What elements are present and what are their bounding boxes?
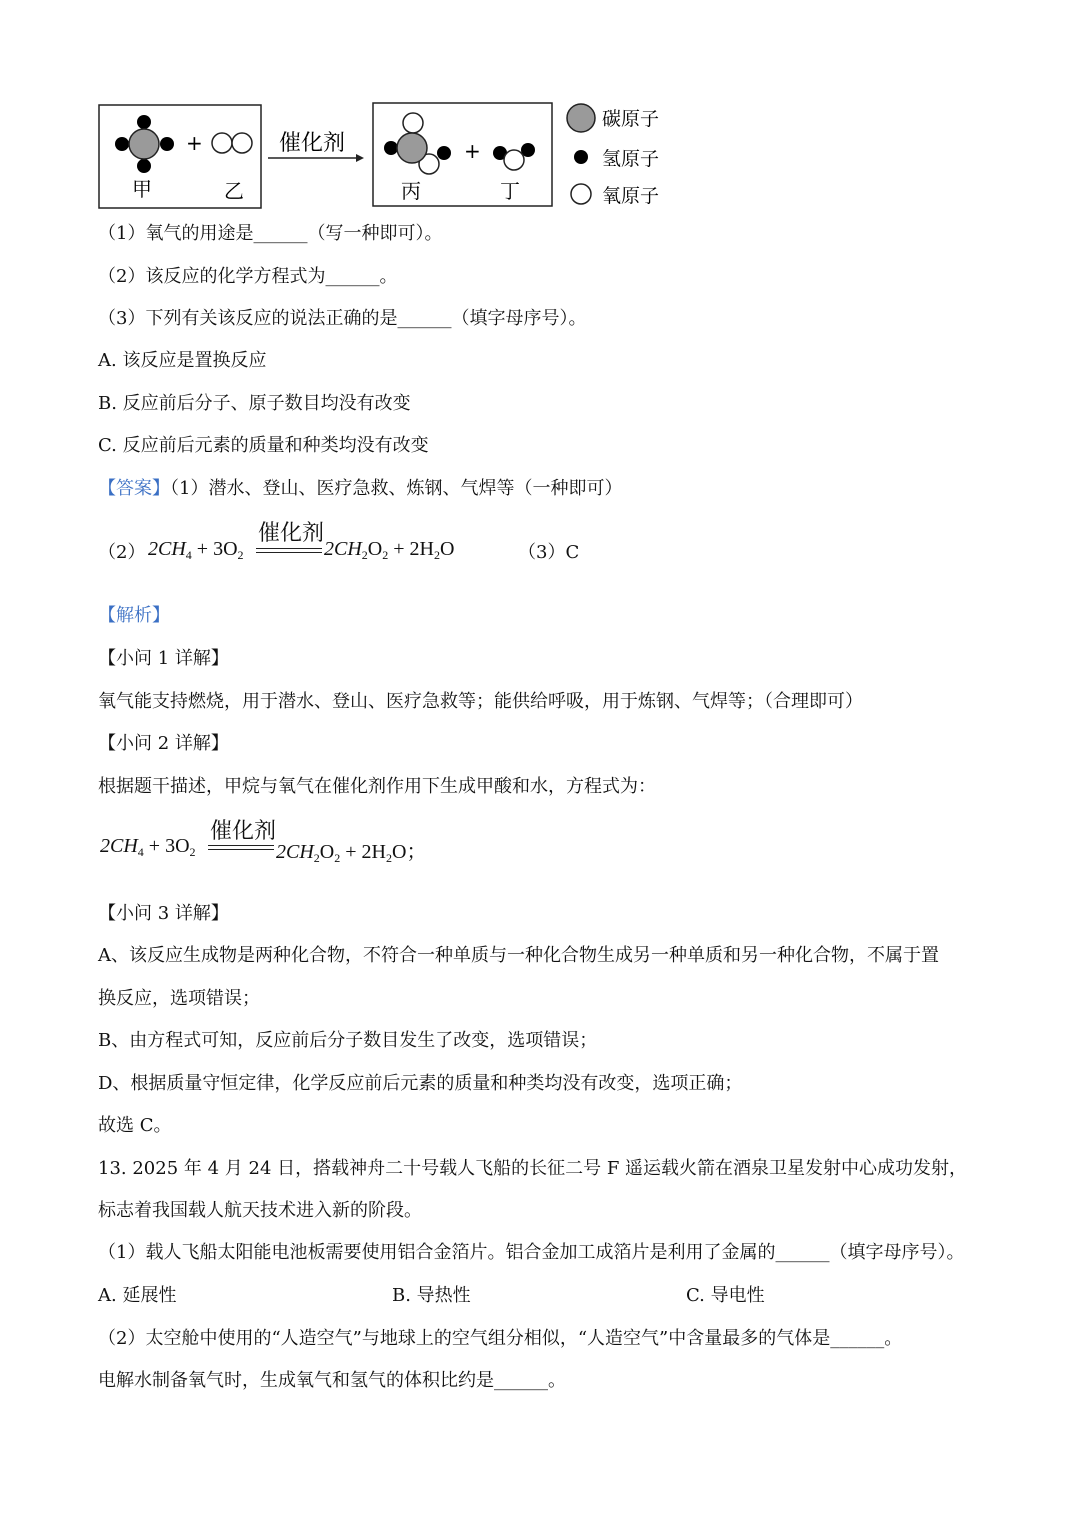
legend-carbon: 碳原子: [602, 108, 660, 130]
hydrogen-atom: [137, 159, 151, 173]
hydrogen-atom: [384, 141, 398, 155]
question-2: （2）该反应的化学方程式为______。: [98, 266, 398, 287]
q13-sub2-line1: （2）太空舱中使用的“人造空气”与地球上的空气组分相似，“人造空气”中含量最多的气体是______。: [98, 1328, 903, 1349]
answer-tag: 【答案】: [98, 478, 170, 499]
q13-option-a: A. 延展性: [98, 1285, 177, 1306]
label-ding: 丁: [500, 179, 520, 203]
sub3-b: B、由方程式可知，反应前后分子数目发生了改变，选项错误；: [98, 1030, 598, 1051]
equals-line-bottom: [208, 849, 274, 850]
equals-line-top: [256, 548, 322, 549]
oxygen-atom: [504, 150, 524, 170]
legend-oxygen: 氧原子: [602, 185, 660, 207]
answer-equation-right: $2CH_2O_2 + 2H_2O$: [324, 538, 455, 562]
answer-1: （1）潜水、登山、医疗急救、炼钢、气焊等（一种即可）: [170, 478, 623, 499]
analysis-tag: 【解析】: [98, 605, 170, 626]
sub1-text: 氧气能支持燃烧，用于潜水、登山、医疗急救等；能供给呼吸，用于炼钢、气焊等；（合理即可）: [98, 691, 863, 712]
q13-line1: 13. 2025 年 4 月 24 日，搭载神舟二十号载人飞船的长征二号 F 遥运载火箭在酒泉卫星发射中心成功发射，: [98, 1158, 968, 1179]
hydrogen-atom: [437, 146, 451, 160]
hydrogen-atom: [115, 137, 129, 151]
answer-3: （3）C: [518, 542, 580, 563]
sub3-conclusion: 故选 C。: [98, 1115, 172, 1136]
equals-line-bottom: [256, 552, 322, 553]
label-yi: 乙: [224, 179, 244, 203]
answer-equation-left: $2CH_4 + 3O_2$: [148, 538, 244, 562]
sub3-title: 【小问 3 详解】: [98, 903, 229, 924]
label-jia: 甲: [132, 177, 152, 201]
question-1: （1）氧气的用途是______（写一种即可）。: [98, 223, 443, 244]
catalyst-label: 催化剂: [279, 131, 346, 156]
sub1-title: 【小问 1 详解】: [98, 648, 229, 669]
plus-sign: +: [464, 139, 481, 163]
label-bing: 丙: [401, 179, 421, 203]
hydrogen-atom: [137, 115, 151, 129]
legend-oxygen-icon: [571, 184, 591, 204]
option-c: C. 反应前后元素的质量和种类均没有改变: [98, 435, 429, 456]
legend-carbon-icon: [567, 104, 595, 132]
legend-hydrogen: 氢原子: [602, 148, 660, 170]
legend-hydrogen-icon: [574, 150, 588, 164]
oxygen-atom: [212, 133, 232, 153]
oxygen-atom: [403, 113, 423, 133]
equals-line-top: [208, 845, 274, 846]
q13-sub1: （1）载人飞船太阳能电池板需要使用铝合金箔片。铝合金加工成箔片是利用了金属的______（填字母序号）。: [98, 1242, 965, 1263]
option-a: A. 该反应是置换反应: [98, 350, 267, 371]
carbon-atom: [397, 133, 427, 163]
plus-sign: +: [186, 131, 203, 155]
q13-option-b: B. 导热性: [392, 1285, 471, 1306]
answer-2-prefix: （2）: [98, 542, 146, 563]
sub2-text: 根据题干描述，甲烷与氧气在催化剂作用下生成甲酸和水，方程式为：: [98, 776, 656, 797]
q13-line2: 标志着我国载人航天技术进入新的阶段。: [98, 1200, 422, 1221]
hydrogen-atom: [160, 137, 174, 151]
carbon-atom: [129, 129, 159, 159]
option-b: B. 反应前后分子、原子数目均没有改变: [98, 393, 411, 414]
sub3-d: D、根据质量守恒定律，化学反应前后元素的质量和种类均没有改变，选项正确；: [98, 1073, 743, 1094]
sub3-a-line1: A、该反应生成物是两种化合物，不符合一种单质与一种化合物生成另一种单质和另一种化合物，不属于置: [98, 945, 939, 966]
arrow-head: [356, 154, 364, 162]
answer-equation-catalyst: 催化剂: [258, 521, 325, 546]
sub3-a-line2: 换反应，选项错误；: [98, 988, 260, 1009]
answer-line-1: [98, 476, 622, 502]
q13-sub2-line2: 电解水制备氧气时，生成氧气和氢气的体积比约是______。: [98, 1370, 566, 1391]
explanation-equation-left: $2CH_4 + 3O_2$: [100, 835, 196, 859]
oxygen-atom: [232, 133, 252, 153]
question-3: （3）下列有关该反应的说法正确的是______（填字母序号）。: [98, 308, 587, 329]
q13-option-c: C. 导电性: [686, 1285, 765, 1306]
sub2-title: 【小问 2 详解】: [98, 733, 229, 754]
explanation-equation-right: $2CH_2O_2 + 2H_2O$；: [276, 841, 427, 865]
reaction-diagram: [96, 98, 696, 213]
explanation-equation-catalyst: 催化剂: [210, 819, 277, 844]
